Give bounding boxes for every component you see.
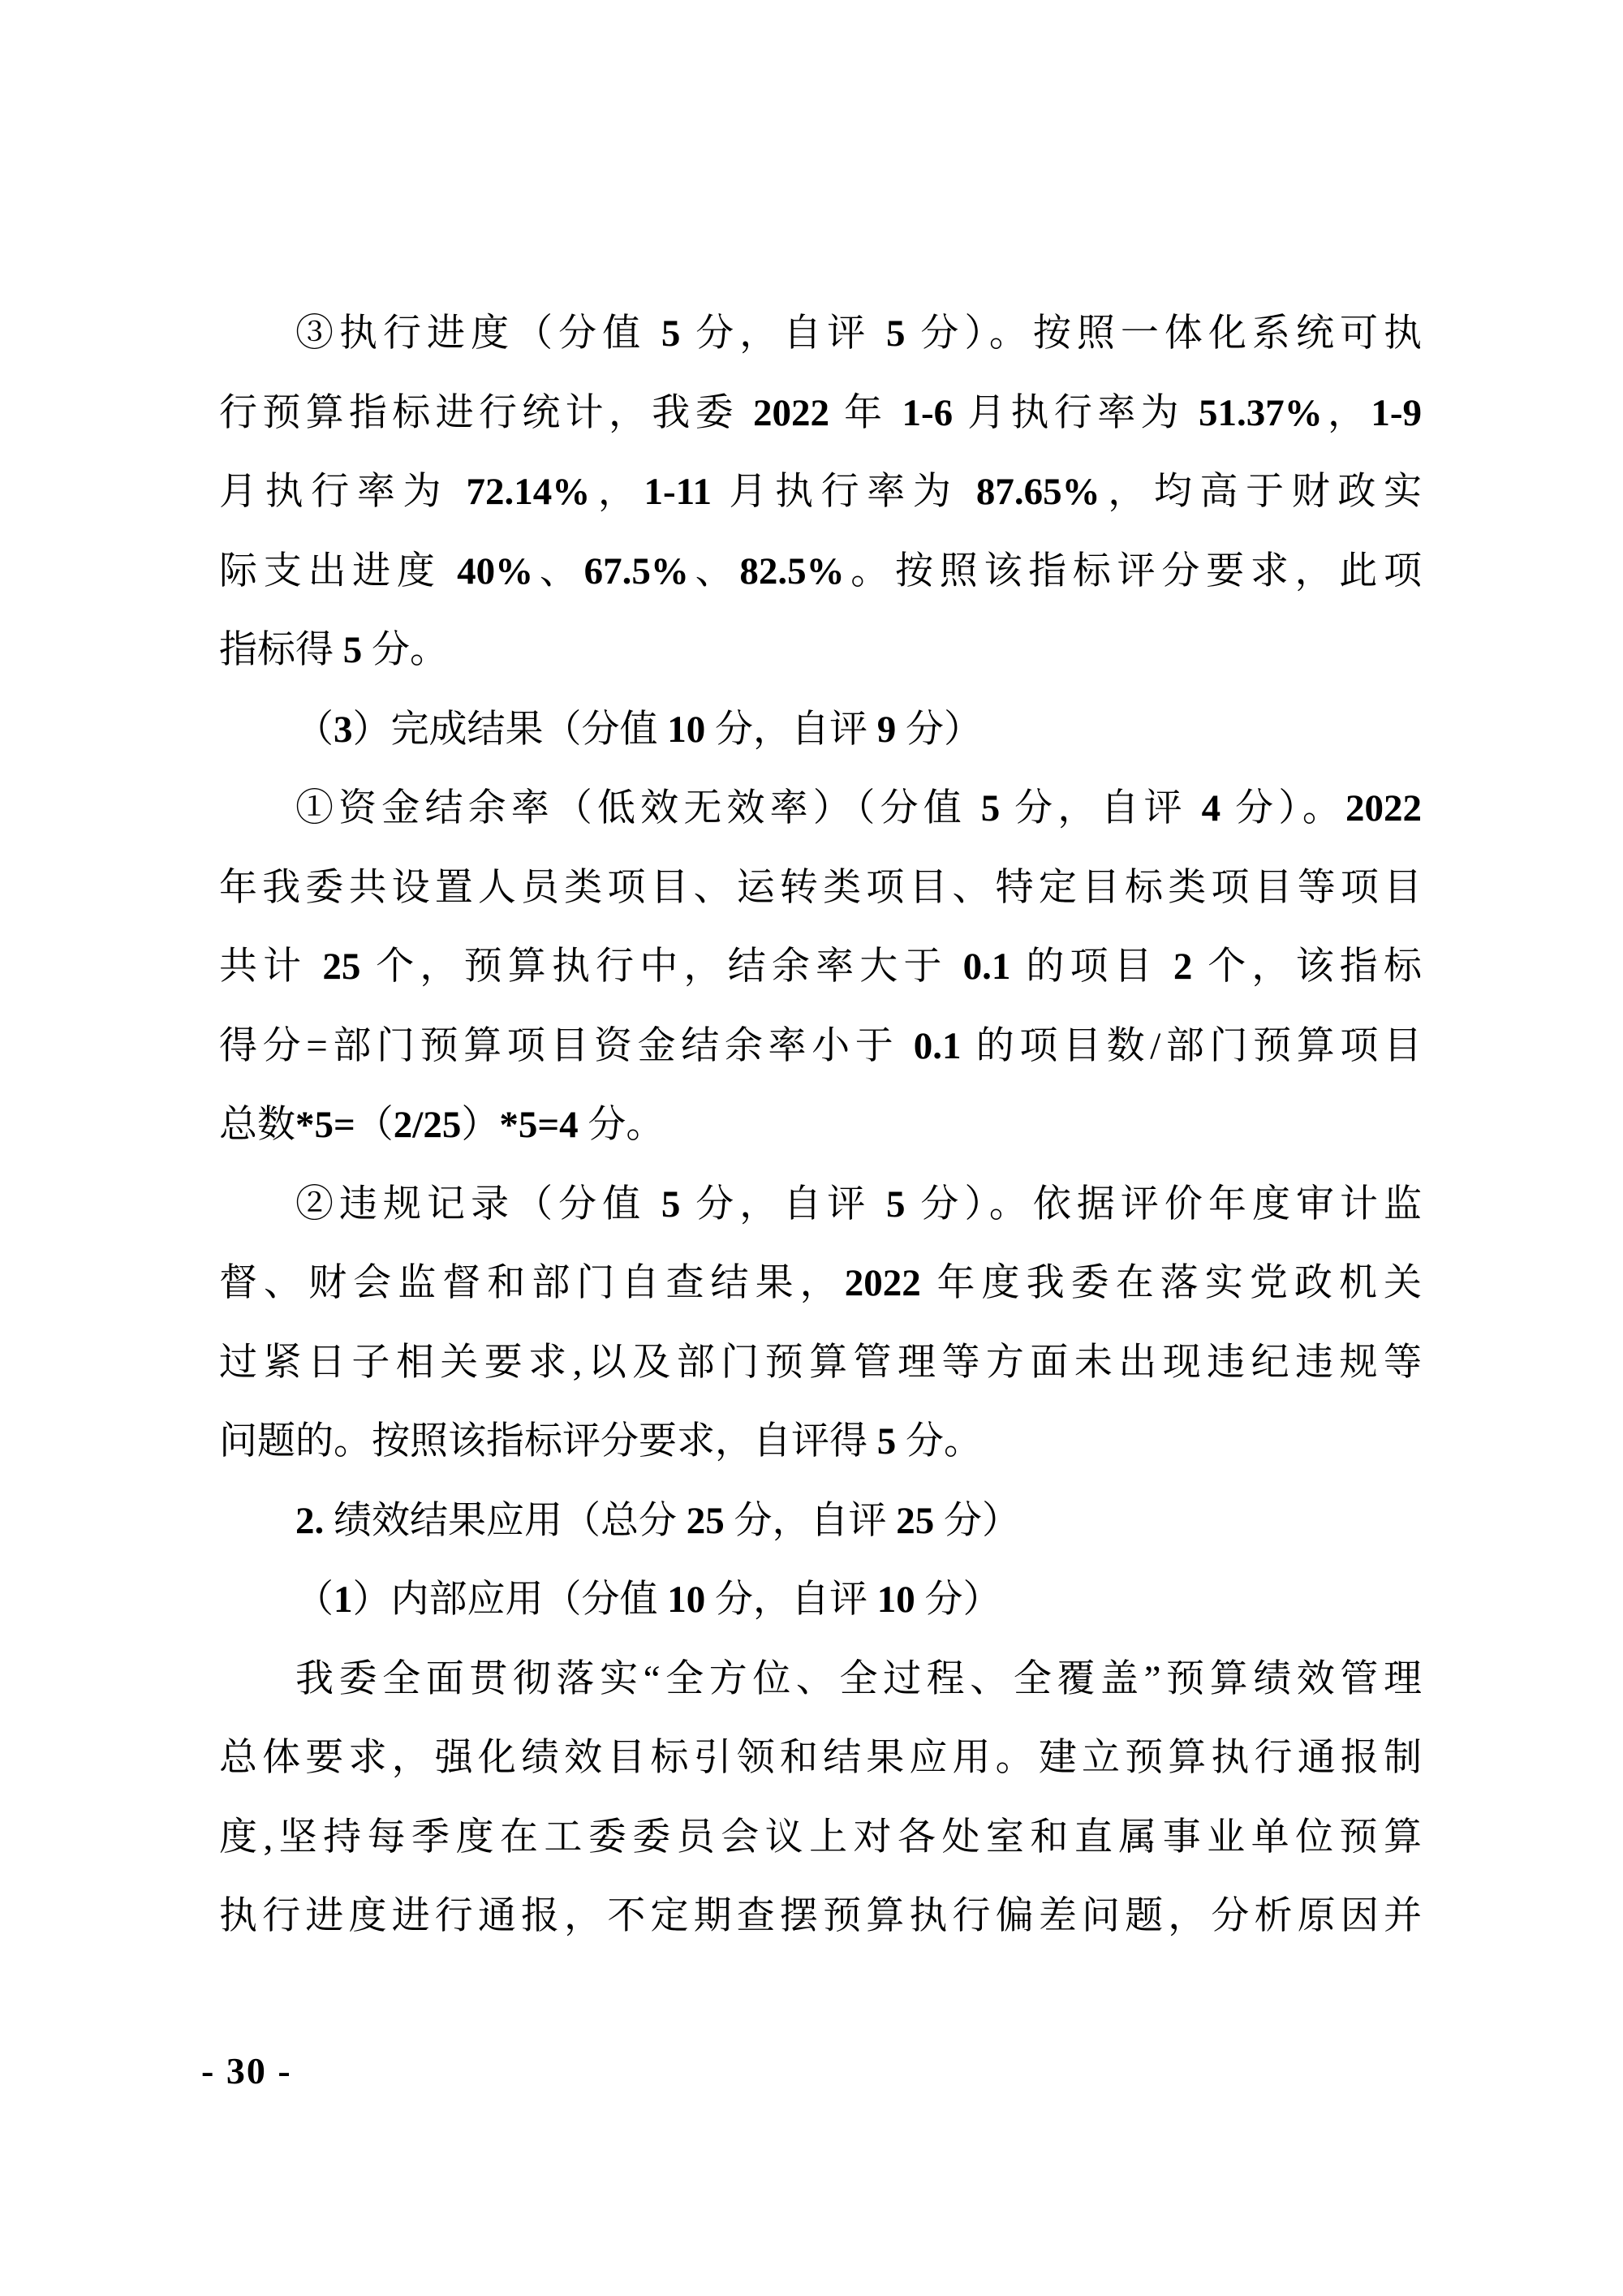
text-run: 年: [829, 391, 902, 434]
text-run: 分，自评: [724, 1499, 897, 1542]
text-line: [219, 1482, 1422, 1562]
text-run: 分）。依据评价年度审计监: [905, 1182, 1423, 1226]
bold-text-run: 5: [886, 312, 906, 355]
text-run: 月执行率为: [953, 391, 1199, 434]
text-run: （: [295, 1579, 334, 1621]
bold-text-run: 4: [1201, 787, 1221, 829]
text-line: [219, 1165, 1422, 1245]
text-run: 总数: [219, 1104, 295, 1146]
bold-text-run: 2022: [1345, 787, 1423, 829]
text-line: [219, 1086, 1422, 1165]
text-run: 月执行率为: [712, 471, 976, 513]
text-line: [219, 374, 1422, 454]
bold-text-run: 67.5%: [583, 549, 689, 592]
bold-text-run: 1-11: [644, 471, 712, 513]
text-line: [219, 769, 1422, 849]
bold-text-run: 0.1: [962, 946, 1011, 988]
text-line: [219, 1324, 1422, 1403]
text-run: 分）: [915, 1579, 1001, 1621]
text-run: ③执行进度（分值: [295, 312, 661, 355]
text-run: 。按照该指标评分要求，此项: [844, 549, 1423, 592]
text-run: 过紧日子相关要求,以及部门预算管理等方面未出现违纪违规等: [219, 1341, 1422, 1384]
text-run: ，: [1322, 391, 1371, 434]
bold-text-run: 10: [667, 1579, 706, 1621]
text-line: [219, 1877, 1422, 1957]
text-run: 度,坚持每季度在工委委员会议上对各处室和直属事业单位预算: [219, 1816, 1422, 1859]
text-run: 指标得: [219, 629, 343, 671]
bold-text-run: 2022: [844, 1262, 921, 1304]
bold-text-run: 5: [661, 312, 681, 355]
text-run: 绩效结果应用（总分: [324, 1499, 687, 1542]
text-line: [219, 1719, 1422, 1798]
bold-text-run: 87.65%: [975, 471, 1100, 513]
bold-text-run: 2/25: [393, 1104, 462, 1146]
text-line: [219, 1561, 1422, 1640]
bold-text-run: 10: [667, 708, 706, 751]
text-line: [219, 295, 1422, 374]
text-run: （: [295, 708, 334, 751]
bold-text-run: *5=: [295, 1104, 355, 1146]
text-run: 行预算指标进行统计，我委: [219, 391, 754, 434]
text-line: [219, 1402, 1422, 1482]
paragraph: [219, 1561, 1422, 1640]
text-run: 分）: [934, 1499, 1020, 1542]
text-run: 月执行率为: [219, 471, 467, 513]
text-run: 执行进度进行通报，不定期查摆预算执行偏差问题，分析原因并: [219, 1895, 1422, 1937]
bold-text-run: *5=4: [499, 1104, 579, 1146]
text-run: 际支出进度: [219, 549, 458, 592]
text-run: 分，自评: [705, 1579, 877, 1621]
text-line: [219, 1244, 1422, 1324]
bold-text-run: 1-6: [902, 391, 954, 434]
text-run: 分。: [362, 629, 448, 671]
paragraph: [219, 295, 1422, 691]
paragraph: [219, 1482, 1422, 1562]
text-line: [219, 453, 1422, 532]
bold-text-run: 1: [334, 1579, 353, 1621]
text-run: ）: [461, 1104, 500, 1146]
bold-text-run: 5: [661, 1182, 681, 1226]
bold-text-run: 51.37%: [1198, 391, 1323, 434]
text-line: [219, 691, 1422, 770]
text-line: [219, 532, 1422, 612]
text-line: [219, 1798, 1422, 1878]
bold-text-run: 82.5%: [739, 549, 845, 592]
text-run: 得分=部门预算项目资金结余率小于: [219, 1024, 914, 1067]
bold-text-run: 10: [876, 1579, 915, 1621]
text-run: 分，自评: [680, 312, 887, 355]
bold-text-run: 72.14%: [466, 471, 591, 513]
text-run: 分）: [896, 708, 982, 751]
page-number: - 30 -: [201, 2050, 292, 2091]
text-line: [219, 1640, 1422, 1720]
text-line: [219, 928, 1422, 1007]
text-run: 、: [533, 549, 584, 592]
text-run: 个，该指标: [1192, 946, 1422, 988]
text-run: 年我委共设置人员类项目、运转类项目、特定目标类项目等项目: [219, 866, 1422, 909]
text-run: 分）。按照一体化系统可执: [905, 312, 1423, 355]
text-run: ①资金结余率（低效无效率）（分值: [295, 787, 981, 829]
paragraph: [219, 1165, 1422, 1482]
bold-text-run: 1-9: [1371, 391, 1423, 434]
text-line: [219, 1007, 1422, 1087]
text-run: 分。: [896, 1420, 982, 1462]
text-run: 共计: [219, 946, 323, 988]
bold-text-run: 9: [876, 708, 897, 751]
bold-text-run: 2.: [295, 1499, 325, 1542]
bold-text-run: 25: [322, 946, 361, 988]
text-run: 分，自评: [705, 708, 877, 751]
bold-text-run: 0.1: [913, 1024, 962, 1067]
text-run: 分。: [578, 1104, 665, 1146]
text-run: 的项目: [1010, 946, 1173, 988]
text-run: 我委全面贯彻落实“全方位、全过程、全覆盖”预算绩效管理: [295, 1657, 1422, 1700]
bold-text-run: 5: [876, 1420, 897, 1462]
text-run: 分）。: [1220, 787, 1346, 829]
paragraph: [219, 691, 1422, 770]
bold-text-run: 2: [1173, 946, 1193, 988]
text-run: ）内部应用（分值: [352, 1579, 668, 1621]
text-run: 分，自评: [1000, 787, 1202, 829]
text-run: 年度我委在落实党政机关: [920, 1262, 1423, 1304]
bold-text-run: 5: [342, 629, 363, 671]
text-run: 总体要求，强化绩效目标引领和结果应用。建立预算执行通报制: [219, 1737, 1422, 1779]
document-body: [219, 295, 1422, 1957]
bold-text-run: 25: [896, 1499, 935, 1542]
bold-text-run: 5: [886, 1182, 906, 1226]
paragraph: [219, 769, 1422, 1165]
text-line: [219, 849, 1422, 928]
bold-text-run: 40%: [457, 549, 534, 592]
paragraph: [219, 1640, 1422, 1957]
bold-text-run: 2022: [753, 391, 830, 434]
text-run: 分，自评: [680, 1182, 887, 1226]
bold-text-run: 5: [980, 787, 1001, 829]
text-run: ，: [590, 471, 644, 513]
text-run: 、: [688, 549, 740, 592]
text-line: [219, 611, 1422, 691]
bold-text-run: 3: [334, 708, 353, 751]
text-run: 的项目数/部门预算项目: [961, 1024, 1422, 1067]
text-run: ②违规记录（分值: [295, 1182, 661, 1226]
text-run: （: [355, 1104, 394, 1146]
text-run: 问题的。按照该指标评分要求，自评得: [219, 1420, 877, 1462]
bold-text-run: 25: [686, 1499, 725, 1542]
text-run: 督、财会监督和部门自查结果，: [219, 1262, 845, 1304]
text-run: ）完成结果（分值: [352, 708, 668, 751]
text-run: ，均高于财政实: [1100, 471, 1423, 513]
text-run: 个，预算执行中，结余率大于: [360, 946, 963, 988]
